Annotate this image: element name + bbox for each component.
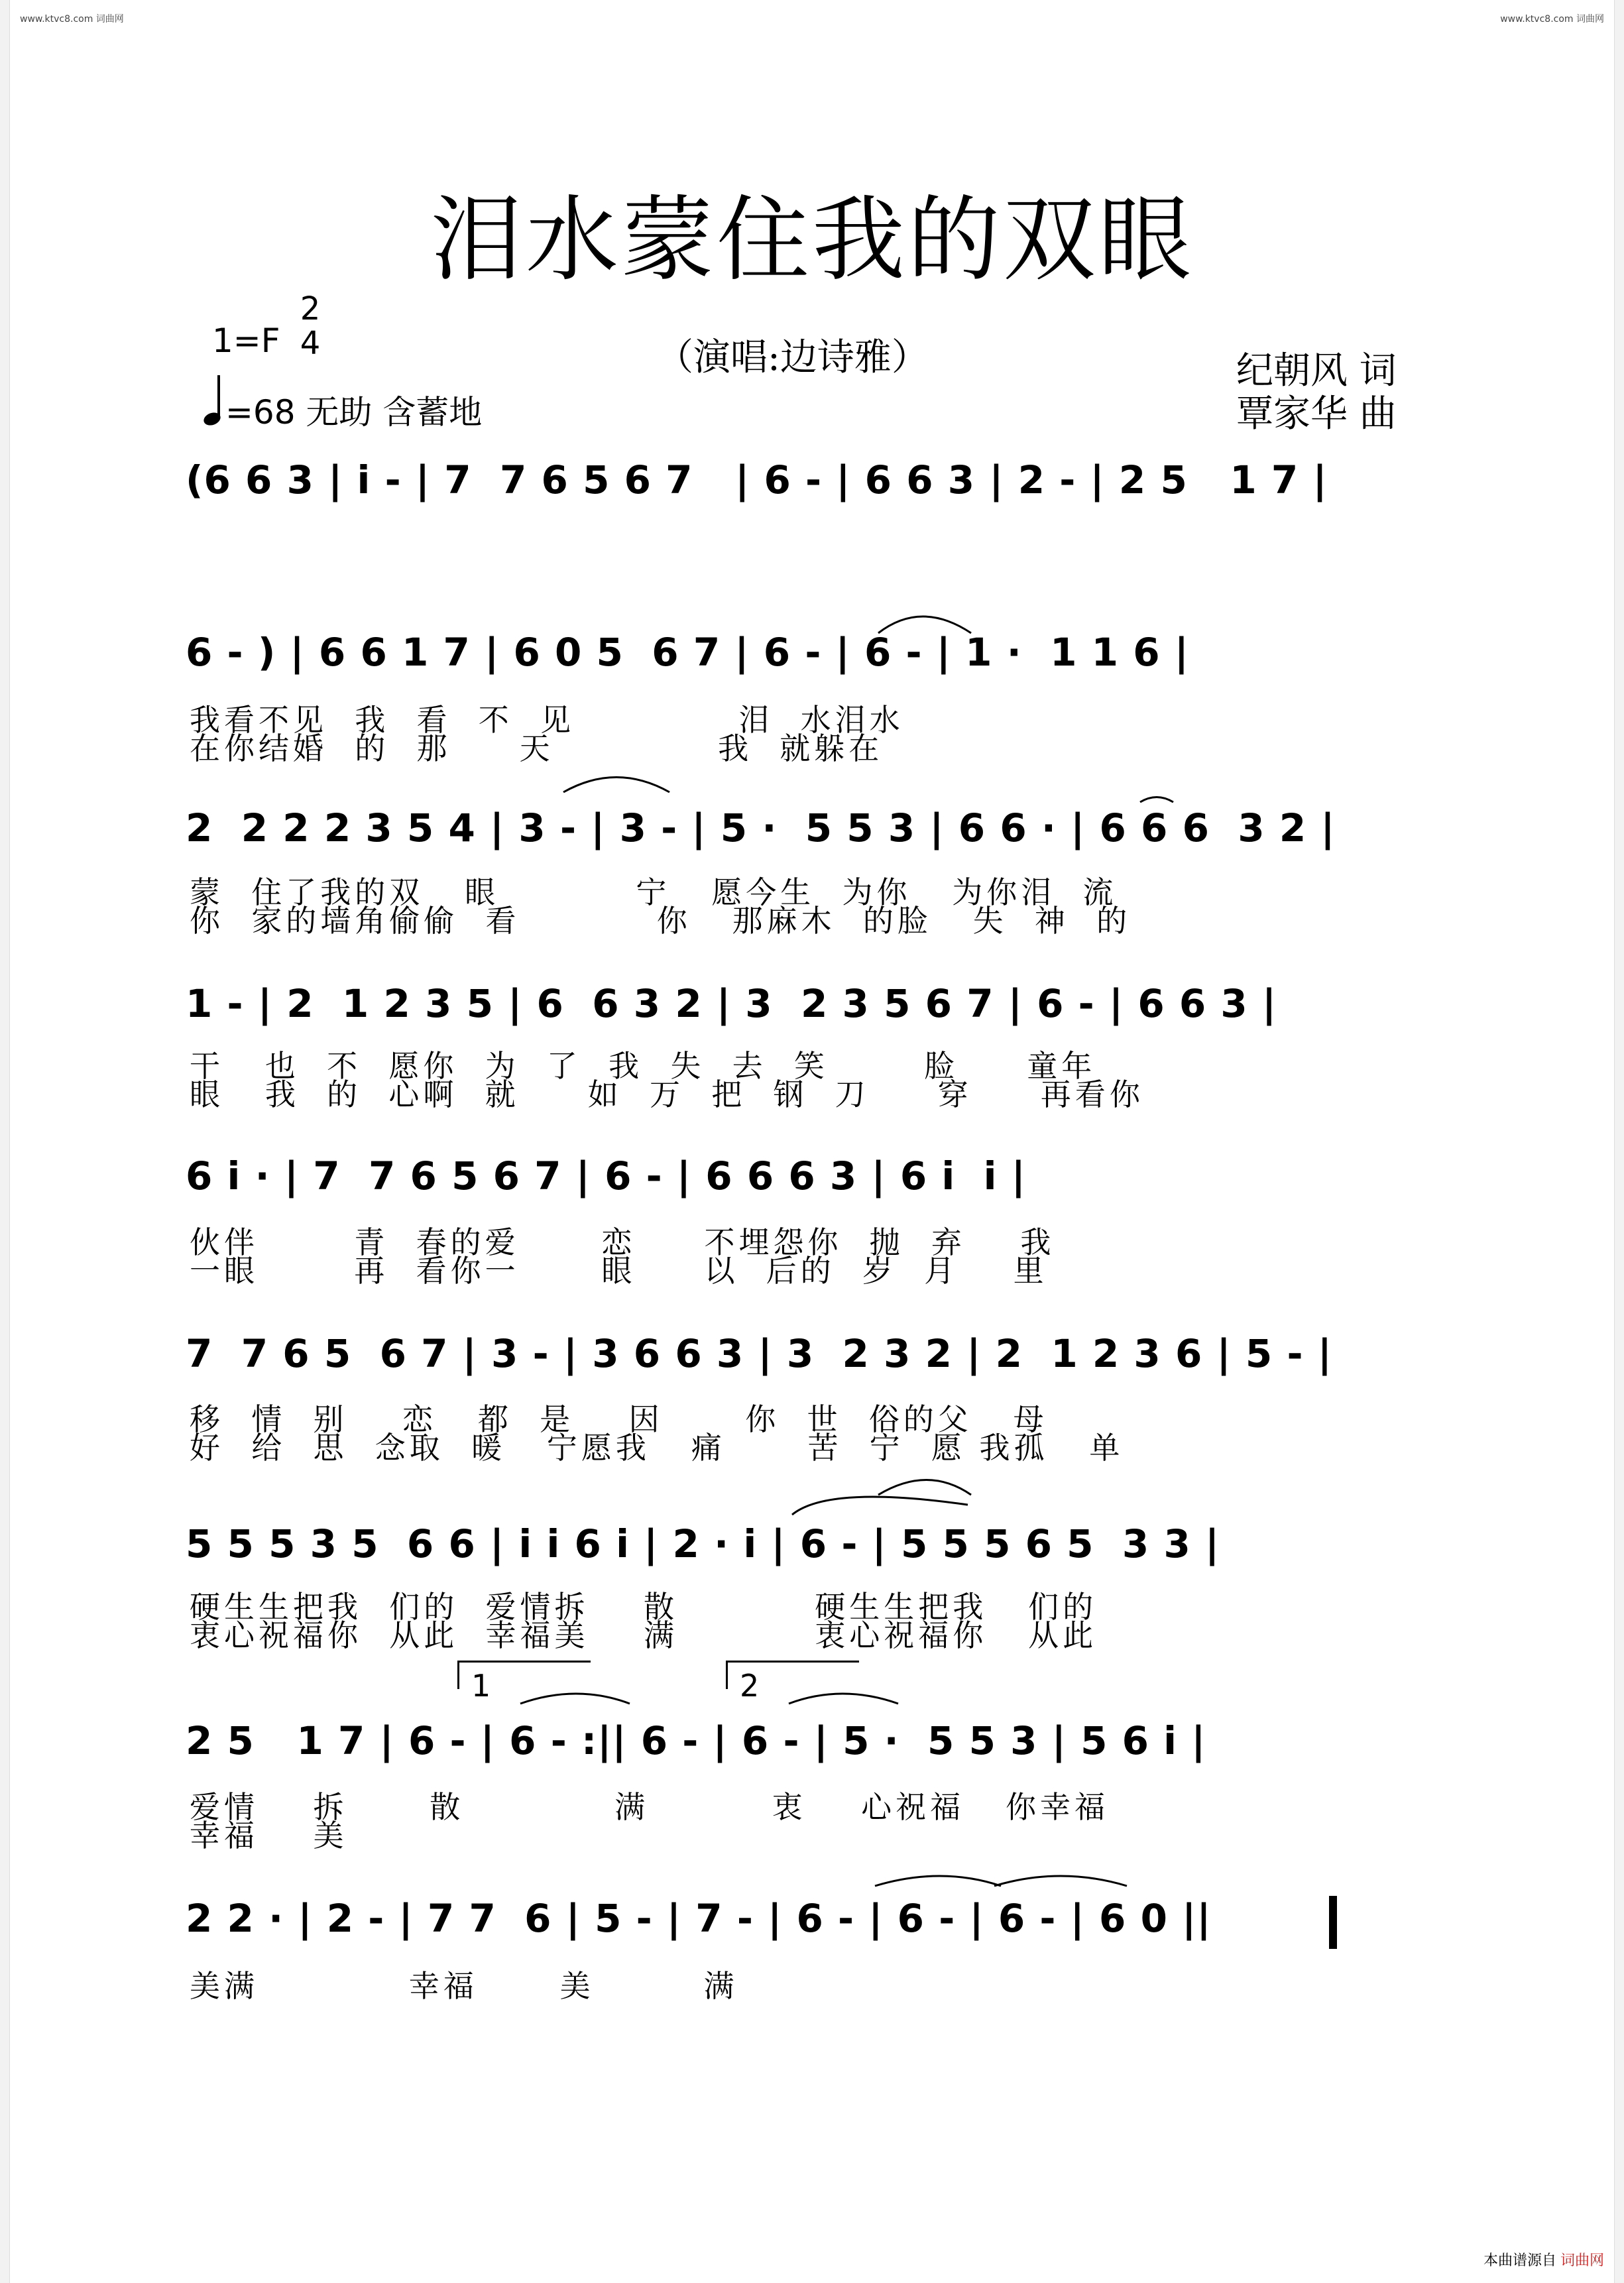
tie-arc bbox=[563, 778, 669, 793]
volta-bracket-1: 1 bbox=[457, 1661, 591, 1689]
time-signature-bottom: 4 bbox=[300, 325, 321, 362]
notation-line-7: 5 5 5 3 5 6 6 | i i 6 i | 2 · i | 6 - | 5 5 5 6 5 3 3 | bbox=[186, 1521, 1220, 1566]
lyric-line-9-verse-1: 美满 幸福 美 满 bbox=[190, 1968, 738, 2004]
notation-line-2: 6 - ) | 6 6 1 7 | 6 0 5 6 7 | 6 - | 6 - | 1 · 1 1 6 | bbox=[186, 630, 1189, 675]
notation-line-8: 2 5 1 7 | 6 - | 6 - :|| 6 - | 6 - | 5 · 5 5 3 | 5 6 i | bbox=[186, 1718, 1206, 1763]
notation-line-6: 7 7 6 5 6 7 | 3 - | 3 6 6 3 | 3 2 3 2 | 2 1 2 3 6 | 5 - | bbox=[186, 1331, 1332, 1376]
lyric-line-8-verse-2: 幸福 美 bbox=[190, 1818, 348, 1853]
key-signature: 1=F bbox=[212, 322, 280, 360]
notation-line-3: 2 2 2 2 3 5 4 | 3 - | 3 - | 5 · 5 5 3 | 6 6 · | 6 6 6 3 2 | bbox=[186, 805, 1336, 850]
lyric-line-7-verse-1: 硬生生把我 们的 爱情拆 散 硬生生把我 们的 bbox=[190, 1589, 1098, 1625]
lyric-line-4-verse-2: 眼 我 的 心啊 就 如 万 把 钢 刀 穿 再看你 bbox=[190, 1077, 1144, 1112]
lyric-line-3-verse-1: 蒙 住了我的双 眼 宁 愿今生 为你 为你泪 流 bbox=[190, 874, 1118, 910]
lyric-line-2-verse-2: 在你结婚 的 那 天 我 就躲在 bbox=[190, 731, 884, 766]
lyric-line-4-verse-1: 干 也 不 愿你 为 了 我 失 去 笑 脸 童年 bbox=[190, 1048, 1096, 1084]
lyric-line-6-verse-2: 好 给 思 念取 暖 宁愿我 痛 苦 宁 愿 我孤 单 bbox=[190, 1430, 1124, 1466]
lyricist-credit: 纪朝风 词 bbox=[1236, 349, 1397, 392]
time-signature-top: 2 bbox=[300, 290, 321, 327]
footer-source bbox=[1483, 2249, 1604, 2270]
tie-arc bbox=[789, 1694, 898, 1704]
lyric-line-8-verse-1: 爱情 拆 散 满 衷 心祝福 你幸福 bbox=[190, 1789, 1110, 1825]
watermark-right: www.ktvc8.com 词曲网 bbox=[1500, 14, 1604, 25]
lyric-line-5-verse-2: 一眼 再 看你一 眼 以 后的 岁 月 里 bbox=[190, 1253, 1048, 1289]
notation-line-1: (6 6 3 | i - | 7 7 6 5 6 7 | 6 - | 6 6 3 | 2 - | 2 5 1 7 | bbox=[186, 457, 1328, 502]
tie-arc bbox=[875, 1876, 1001, 1886]
tie-arc bbox=[1140, 797, 1173, 803]
song-title: 泪水蒙住我的双眼 bbox=[430, 186, 1194, 294]
tie-arc bbox=[520, 1694, 630, 1704]
watermark-left: www.ktvc8.com 词曲网 bbox=[20, 14, 124, 25]
tie-arc bbox=[878, 616, 971, 633]
notation-line-5: 6 i · | 7 7 6 5 6 7 | 6 - | 6 6 6 3 | 6 i i | bbox=[186, 1153, 1026, 1199]
tie-arc bbox=[994, 1876, 1127, 1886]
lyric-line-5-verse-1: 伙伴 青 春的爱 恋 不埋怨你 抛 弃 我 bbox=[190, 1224, 1055, 1260]
footer-brand: 词曲网 bbox=[1560, 2253, 1604, 2269]
lyric-line-2-verse-1: 我看不见 我 看 不 见 泪 水泪水 bbox=[190, 702, 904, 738]
footer-label: 本曲谱源自 bbox=[1483, 2253, 1556, 2269]
tempo-marking: =68 无助 含蓄地 bbox=[225, 393, 483, 432]
tie-arc bbox=[878, 1480, 971, 1495]
notation-line-4: 1 - | 2 1 2 3 5 | 6 6 3 2 | 3 2 3 5 6 7 | 6 - | 6 6 3 | bbox=[186, 981, 1277, 1026]
tie-arc bbox=[792, 1497, 968, 1515]
lyric-line-6-verse-1: 移 情 别 恋 都 是 因 你 世 俗的父 母 bbox=[190, 1401, 1048, 1437]
notation-line-9: 2 2 · | 2 - | 7 7 6 | 5 - | 7 - | 6 - | 6 - | 6 - | 6 0 || bbox=[186, 1896, 1212, 1941]
lyric-line-7-verse-2: 衷心祝福你 从此 幸福美 满 衷心祝福你 从此 bbox=[190, 1617, 1098, 1653]
lyric-line-3-verse-2: 你 家的墙角偷偷 看 你 那麻木 的脸 失 神 的 bbox=[190, 903, 1131, 939]
volta-bracket-2: 2 bbox=[726, 1661, 859, 1689]
performer-credit: （演唱:边诗雅） bbox=[656, 336, 929, 379]
composer-credit: 覃家华 曲 bbox=[1236, 392, 1397, 436]
